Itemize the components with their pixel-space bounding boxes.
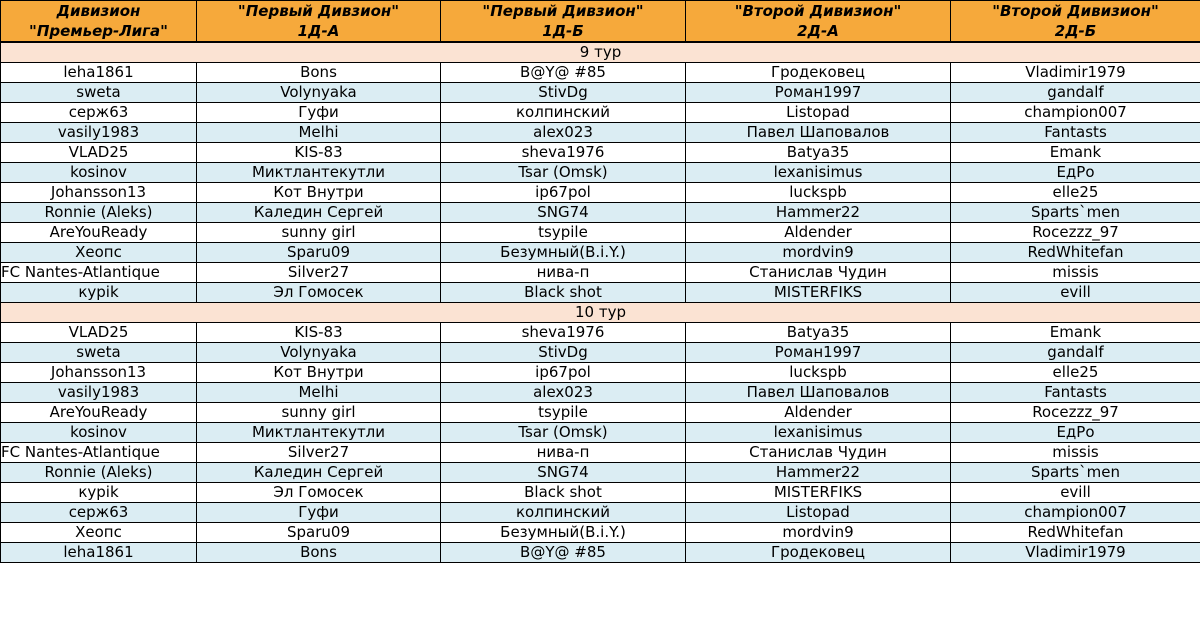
table-row bbox=[1, 63, 1200, 83]
table-cell: Гродековец bbox=[686, 63, 951, 83]
table-cell: RedWhitefan bbox=[951, 243, 1200, 263]
header-1db-line2: 1Д-Б bbox=[441, 21, 686, 42]
table-cell: luckspb bbox=[686, 363, 951, 383]
table-cell: Hammer22 bbox=[686, 203, 951, 223]
table-cell: Vladimir1979 bbox=[951, 63, 1200, 83]
header-2db-line2: 2Д-Б bbox=[951, 21, 1200, 42]
table-cell: Emank bbox=[951, 323, 1200, 343]
table-cell: Гродековец bbox=[686, 543, 951, 563]
table-cell: Павел Шаповалов bbox=[686, 123, 951, 143]
table-cell: Павел Шаповалов bbox=[686, 383, 951, 403]
header-2db-line1: "Второй Дивизион" bbox=[951, 1, 1200, 22]
round-label: 10 тур bbox=[1, 303, 1200, 323]
table-cell: kosinov bbox=[1, 163, 197, 183]
table-cell: Миктлантекутли bbox=[197, 163, 441, 183]
table-cell: Хеопс bbox=[1, 243, 197, 263]
round-header-row bbox=[1, 42, 1200, 63]
table-cell: evill bbox=[951, 483, 1200, 503]
table-cell: серж63 bbox=[1, 103, 197, 123]
table-cell: champion007 bbox=[951, 503, 1200, 523]
table-cell: Безумный(B.i.Y.) bbox=[441, 523, 686, 543]
table-cell: ЕдРо bbox=[951, 163, 1200, 183]
table-cell: mordvin9 bbox=[686, 523, 951, 543]
table-row bbox=[1, 83, 1200, 103]
header-row-2 bbox=[1, 21, 1200, 42]
table-cell: Миктлантекутли bbox=[197, 423, 441, 443]
round-header-row bbox=[1, 303, 1200, 323]
table-cell: Hammer22 bbox=[686, 463, 951, 483]
table-cell: Black shot bbox=[441, 483, 686, 503]
table-cell: SNG74 bbox=[441, 203, 686, 223]
header-2da-line1: "Второй Дивизион" bbox=[686, 1, 951, 22]
table-cell: Станислав Чудин bbox=[686, 443, 951, 463]
table-cell: Rocezzz_97 bbox=[951, 403, 1200, 423]
table-row bbox=[1, 463, 1200, 483]
table-cell: leha1861 bbox=[1, 543, 197, 563]
table-cell: Sparts`men bbox=[951, 463, 1200, 483]
table-header bbox=[1, 1, 1200, 43]
round-label: 9 тур bbox=[1, 42, 1200, 63]
table-cell: Гуфи bbox=[197, 503, 441, 523]
table-cell: Ronnie (Aleks) bbox=[1, 463, 197, 483]
table-cell: StivDg bbox=[441, 83, 686, 103]
table-cell: Bons bbox=[197, 63, 441, 83]
table-cell: AreYouReady bbox=[1, 223, 197, 243]
table-row bbox=[1, 543, 1200, 563]
table-cell: sunny girl bbox=[197, 403, 441, 423]
table-cell: luckspb bbox=[686, 183, 951, 203]
table-row bbox=[1, 283, 1200, 303]
header-premier-line2: "Премьер-Лига" bbox=[1, 21, 197, 42]
table-cell: VLAD25 bbox=[1, 143, 197, 163]
table-row bbox=[1, 183, 1200, 203]
table-cell: нива-п bbox=[441, 263, 686, 283]
table-cell: gandalf bbox=[951, 83, 1200, 103]
table-cell: Volynyaka bbox=[197, 83, 441, 103]
table-cell: Кот Внутри bbox=[197, 363, 441, 383]
table-cell: Tsar (Omsk) bbox=[441, 163, 686, 183]
table-cell: leha1861 bbox=[1, 63, 197, 83]
table-cell: Emank bbox=[951, 143, 1200, 163]
table-row bbox=[1, 143, 1200, 163]
table-row bbox=[1, 523, 1200, 543]
table-cell: vasily1983 bbox=[1, 123, 197, 143]
table-cell: SNG74 bbox=[441, 463, 686, 483]
table-row bbox=[1, 503, 1200, 523]
table-cell: VLAD25 bbox=[1, 323, 197, 343]
table-cell: Volynyaka bbox=[197, 343, 441, 363]
table-cell: Vladimir1979 bbox=[951, 543, 1200, 563]
table-row bbox=[1, 263, 1200, 283]
table-cell: Silver27 bbox=[197, 443, 441, 463]
table-cell: Sparu09 bbox=[197, 243, 441, 263]
table-body bbox=[1, 42, 1200, 563]
table-cell: FC Nantes-Atlantique bbox=[1, 443, 197, 463]
table-cell: KIS-83 bbox=[197, 323, 441, 343]
table-cell: ip67pol bbox=[441, 183, 686, 203]
table-cell: AreYouReady bbox=[1, 403, 197, 423]
table-cell: sunny girl bbox=[197, 223, 441, 243]
table-cell: нива-п bbox=[441, 443, 686, 463]
table-cell: tsypile bbox=[441, 403, 686, 423]
header-1db-line1: "Первый Дивзион" bbox=[441, 1, 686, 22]
table-cell: серж63 bbox=[1, 503, 197, 523]
header-1da-line2: 1Д-А bbox=[197, 21, 441, 42]
table-row bbox=[1, 403, 1200, 423]
table-cell: Fantasts bbox=[951, 383, 1200, 403]
table-cell: Aldender bbox=[686, 223, 951, 243]
table-cell: StivDg bbox=[441, 343, 686, 363]
table-cell: B@Y@ #85 bbox=[441, 63, 686, 83]
table-cell: alex023 bbox=[441, 383, 686, 403]
table-cell: Johansson13 bbox=[1, 183, 197, 203]
table-cell: колпинский bbox=[441, 103, 686, 123]
table-cell: Melhi bbox=[197, 123, 441, 143]
table-cell: Aldender bbox=[686, 403, 951, 423]
table-cell: Эл Гомосек bbox=[197, 483, 441, 503]
table-cell: Tsar (Omsk) bbox=[441, 423, 686, 443]
table-cell: Безумный(B.i.Y.) bbox=[441, 243, 686, 263]
table-cell: evill bbox=[951, 283, 1200, 303]
table-cell: sweta bbox=[1, 83, 197, 103]
table-row bbox=[1, 103, 1200, 123]
table-cell: Роман1997 bbox=[686, 343, 951, 363]
table-cell: ip67pol bbox=[441, 363, 686, 383]
table-cell: mordvin9 bbox=[686, 243, 951, 263]
table-row bbox=[1, 343, 1200, 363]
table-cell: Кот Внутри bbox=[197, 183, 441, 203]
header-1da-line1: "Первый Дивзион" bbox=[197, 1, 441, 22]
table-cell: vasily1983 bbox=[1, 383, 197, 403]
table-cell: gandalf bbox=[951, 343, 1200, 363]
table-row bbox=[1, 223, 1200, 243]
table-cell: Fantasts bbox=[951, 123, 1200, 143]
table-cell: elle25 bbox=[951, 363, 1200, 383]
table-row bbox=[1, 163, 1200, 183]
table-cell: Johansson13 bbox=[1, 363, 197, 383]
header-premier-line1: Дивизион bbox=[1, 1, 197, 22]
table-cell: lexanisimus bbox=[686, 163, 951, 183]
table-cell: alex023 bbox=[441, 123, 686, 143]
table-cell: Rocezzz_97 bbox=[951, 223, 1200, 243]
table-cell: KIS-83 bbox=[197, 143, 441, 163]
table-cell: Каледин Сергей bbox=[197, 463, 441, 483]
table-row bbox=[1, 243, 1200, 263]
table-cell: missis bbox=[951, 443, 1200, 463]
table-cell: Станислав Чудин bbox=[686, 263, 951, 283]
table-cell: Melhi bbox=[197, 383, 441, 403]
table-cell: Bons bbox=[197, 543, 441, 563]
table-cell: Listopad bbox=[686, 503, 951, 523]
table-row bbox=[1, 363, 1200, 383]
table-cell: kosinov bbox=[1, 423, 197, 443]
table-row bbox=[1, 483, 1200, 503]
table-row bbox=[1, 383, 1200, 403]
table-cell: MISTERFIKS bbox=[686, 483, 951, 503]
table-cell: колпинский bbox=[441, 503, 686, 523]
table-cell: missis bbox=[951, 263, 1200, 283]
table-cell: Batya35 bbox=[686, 323, 951, 343]
table-cell: Каледин Сергей bbox=[197, 203, 441, 223]
table-row bbox=[1, 323, 1200, 343]
table-cell: FC Nantes-Atlantique bbox=[1, 263, 197, 283]
table-cell: tsypile bbox=[441, 223, 686, 243]
table-cell: elle25 bbox=[951, 183, 1200, 203]
table-cell: sheva1976 bbox=[441, 143, 686, 163]
table-cell: Роман1997 bbox=[686, 83, 951, 103]
table-cell: Эл Гомосек bbox=[197, 283, 441, 303]
table-cell: Ronnie (Aleks) bbox=[1, 203, 197, 223]
header-row-1 bbox=[1, 1, 1200, 22]
table-cell: MISTERFIKS bbox=[686, 283, 951, 303]
table-cell: Black shot bbox=[441, 283, 686, 303]
table-cell: Silver27 bbox=[197, 263, 441, 283]
table-row bbox=[1, 203, 1200, 223]
table-cell: Sparts`men bbox=[951, 203, 1200, 223]
table-cell: Sparu09 bbox=[197, 523, 441, 543]
table-cell: Хеопс bbox=[1, 523, 197, 543]
table-cell: Listopad bbox=[686, 103, 951, 123]
table-cell: sheva1976 bbox=[441, 323, 686, 343]
table-cell: B@Y@ #85 bbox=[441, 543, 686, 563]
table-cell: champion007 bbox=[951, 103, 1200, 123]
header-2da-line2: 2Д-А bbox=[686, 21, 951, 42]
table-row bbox=[1, 423, 1200, 443]
table-cell: Гуфи bbox=[197, 103, 441, 123]
table-row bbox=[1, 443, 1200, 463]
table-cell: курik bbox=[1, 283, 197, 303]
table-cell: курik bbox=[1, 483, 197, 503]
table-cell: RedWhitefan bbox=[951, 523, 1200, 543]
table-cell: ЕдРо bbox=[951, 423, 1200, 443]
table-cell: lexanisimus bbox=[686, 423, 951, 443]
table-cell: Batya35 bbox=[686, 143, 951, 163]
table-row bbox=[1, 123, 1200, 143]
table-cell: sweta bbox=[1, 343, 197, 363]
